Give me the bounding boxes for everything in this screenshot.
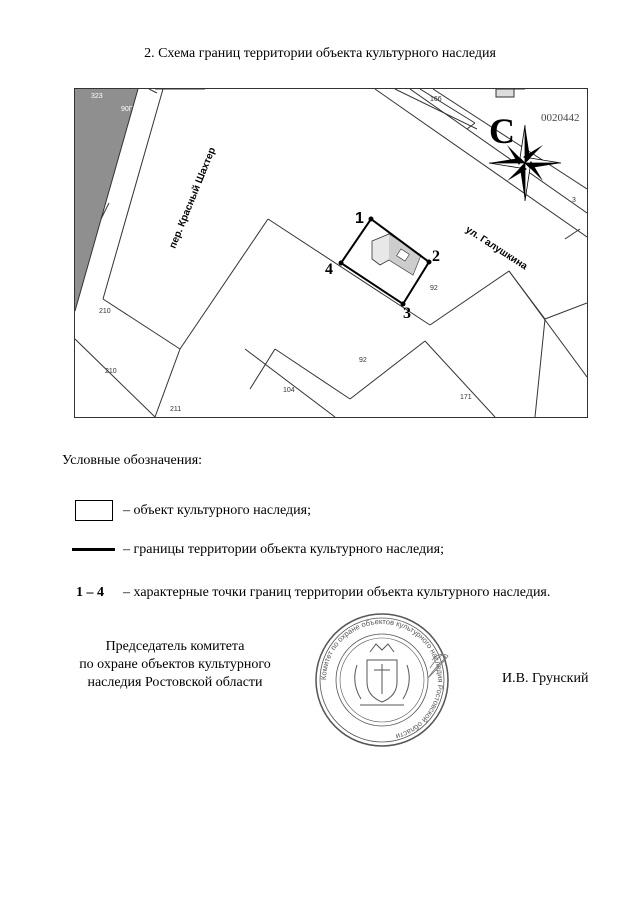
signatory-position-line: наследия Ростовской области: [87, 675, 263, 690]
legend-object-symbol: [75, 500, 113, 521]
parcel-label: 211: [170, 406, 182, 413]
street-label-galushkina: ул. Галушкина: [463, 224, 530, 273]
parcel-label: 210: [99, 308, 111, 315]
parcel-label: 171: [460, 394, 472, 401]
boundary-map: [74, 88, 588, 418]
legend-boundary-text: – границы территории объекта культурного наследия;: [123, 542, 444, 557]
legend-points-symbol: 1 – 4: [76, 585, 104, 600]
legend-boundary-symbol: [72, 548, 115, 551]
signatory-position-line: по охране объектов культурного: [79, 657, 271, 672]
compass-north-letter: С: [489, 111, 515, 151]
signatory-position-line: Председатель комитета: [105, 639, 245, 654]
parcel-label: 3: [572, 197, 576, 204]
boundary-point-2-marker: [427, 260, 432, 265]
seal-text: Комитет по охране объектов культурного наследия Ростовской области: [318, 616, 446, 742]
signatory-name: И.В. Грунский: [502, 671, 589, 686]
street-label-krasny-shakhter: пер. Красный Шахтер: [167, 145, 219, 251]
parcel-label: 104: [283, 387, 295, 394]
parcel-label: 166: [430, 96, 442, 103]
legend-title: Условные обозначения:: [62, 453, 203, 468]
signatory-position: [70, 638, 280, 692]
parcel-label: 90Г: [121, 106, 133, 113]
official-seal: [312, 610, 452, 750]
boundary-point-1: 1: [355, 210, 364, 227]
legend-object-text: – объект культурного наследия;: [123, 503, 311, 518]
legend-points-text: – характерные точки границ территории объекта культурного наследия.: [123, 585, 551, 600]
boundary-point-4: 4: [325, 261, 333, 278]
parcel-label: 92: [359, 357, 367, 364]
coat-of-arms-icon: [355, 644, 410, 705]
parcel-label: 210: [105, 368, 117, 375]
boundary-point-4-marker: [339, 261, 344, 266]
sheet-code: 0020442: [541, 112, 580, 124]
parcel-label: 92: [430, 285, 438, 292]
boundary-point-3: 3: [403, 305, 411, 322]
page-title: 2. Схема границ территории объекта культурного наследия: [144, 46, 496, 61]
boundary-point-2: 2: [432, 248, 440, 265]
parcel-label: 323: [91, 93, 103, 100]
map-canvas: [75, 89, 587, 417]
boundary-point-1-marker: [369, 217, 374, 222]
